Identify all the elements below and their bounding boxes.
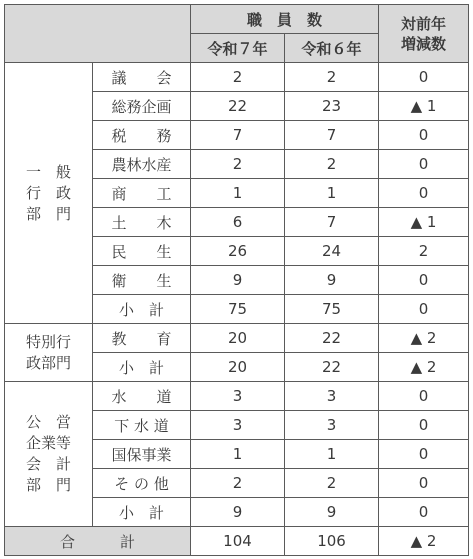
row-label: 商 工 [93, 179, 191, 208]
cell-r7: 2 [191, 63, 285, 92]
cell-r6: 22 [285, 353, 379, 382]
group-label-line: 行 政 [25, 183, 71, 202]
group-label-line: 政部門 [25, 353, 71, 372]
header-year-r6: 令和６年 [285, 34, 379, 63]
header-corner [5, 5, 191, 63]
group-label-line: 部 門 [25, 204, 71, 223]
group-label-line: 特別行 [25, 332, 71, 351]
staff-count-table [4, 4, 469, 556]
cell-r7: 9 [191, 266, 285, 295]
table-row [5, 63, 469, 92]
cell-r7: 2 [191, 469, 285, 498]
group-label-line: 公 営 [25, 413, 71, 431]
cell-diff: 0 [379, 440, 469, 469]
cell-diff: 0 [379, 382, 469, 411]
cell-r7: 3 [191, 382, 285, 411]
cell-diff: ▲ 1 [379, 208, 469, 237]
group-label-line: 部 門 [25, 476, 71, 494]
cell-r6: 3 [285, 382, 379, 411]
group-label [5, 324, 93, 382]
table-row [5, 382, 469, 411]
cell-r7: 22 [191, 92, 285, 121]
row-label: 小 計 [93, 353, 191, 382]
row-label: 総務企画 [93, 92, 191, 121]
cell-diff: ▲ 2 [379, 324, 469, 353]
cell-r7: 75 [191, 295, 285, 324]
row-label: 下 水 道 [93, 411, 191, 440]
row-label: 農林水産 [93, 150, 191, 179]
row-label: 小 計 [93, 295, 191, 324]
group-label [5, 63, 93, 324]
cell-r6: 22 [285, 324, 379, 353]
cell-r7: 3 [191, 411, 285, 440]
row-label: 税 務 [93, 121, 191, 150]
row-label: 教 育 [93, 324, 191, 353]
row-label: 議 会 [93, 63, 191, 92]
total-label: 合 計 [5, 527, 191, 556]
table-row [5, 324, 469, 353]
total-row [5, 527, 469, 556]
cell-diff: 0 [379, 295, 469, 324]
cell-r7: 2 [191, 150, 285, 179]
cell-diff: 0 [379, 121, 469, 150]
cell-r6: 9 [285, 266, 379, 295]
header-yoy-line2: 増減数 [401, 34, 447, 53]
cell-r6: 2 [285, 63, 379, 92]
cell-r6: 9 [285, 498, 379, 527]
table-body [5, 63, 469, 527]
row-label: 小 計 [93, 498, 191, 527]
cell-r7: 6 [191, 208, 285, 237]
cell-r6: 7 [285, 121, 379, 150]
total-r7: 104 [191, 527, 285, 556]
cell-r7: 7 [191, 121, 285, 150]
row-label: 民 生 [93, 237, 191, 266]
cell-r7: 20 [191, 324, 285, 353]
cell-r7: 26 [191, 237, 285, 266]
cell-r7: 1 [191, 179, 285, 208]
cell-r6: 3 [285, 411, 379, 440]
cell-diff: 0 [379, 63, 469, 92]
cell-diff: 2 [379, 237, 469, 266]
group-label [5, 382, 93, 527]
group-label-line: 一 般 [25, 162, 71, 181]
cell-r6: 2 [285, 150, 379, 179]
header-year-r7: 令和７年 [191, 34, 285, 63]
row-label: そ の 他 [93, 469, 191, 498]
cell-r7: 1 [191, 440, 285, 469]
cell-r6: 23 [285, 92, 379, 121]
header-row-1 [5, 5, 469, 34]
cell-diff: 0 [379, 179, 469, 208]
row-label: 国保事業 [93, 440, 191, 469]
cell-diff: 0 [379, 411, 469, 440]
cell-diff: ▲ 1 [379, 92, 469, 121]
header-yoy-change [379, 5, 469, 63]
header-yoy-line1: 対前年 [401, 14, 447, 33]
total-r6: 106 [285, 527, 379, 556]
cell-r6: 2 [285, 469, 379, 498]
cell-diff: 0 [379, 498, 469, 527]
cell-r7: 9 [191, 498, 285, 527]
row-label: 衛 生 [93, 266, 191, 295]
group-label-line: 会 計 [25, 455, 71, 473]
cell-r6: 7 [285, 208, 379, 237]
cell-r6: 75 [285, 295, 379, 324]
row-label: 土 木 [93, 208, 191, 237]
cell-diff: 0 [379, 266, 469, 295]
cell-r6: 1 [285, 440, 379, 469]
cell-r6: 1 [285, 179, 379, 208]
cell-r7: 20 [191, 353, 285, 382]
cell-diff: ▲ 2 [379, 353, 469, 382]
header-staff-count: 職 員 数 [191, 5, 379, 34]
cell-diff: 0 [379, 150, 469, 179]
total-diff: ▲ 2 [379, 527, 469, 556]
cell-diff: 0 [379, 469, 469, 498]
row-label: 水 道 [93, 382, 191, 411]
cell-r6: 24 [285, 237, 379, 266]
group-label-line: 企業等 [25, 434, 71, 452]
